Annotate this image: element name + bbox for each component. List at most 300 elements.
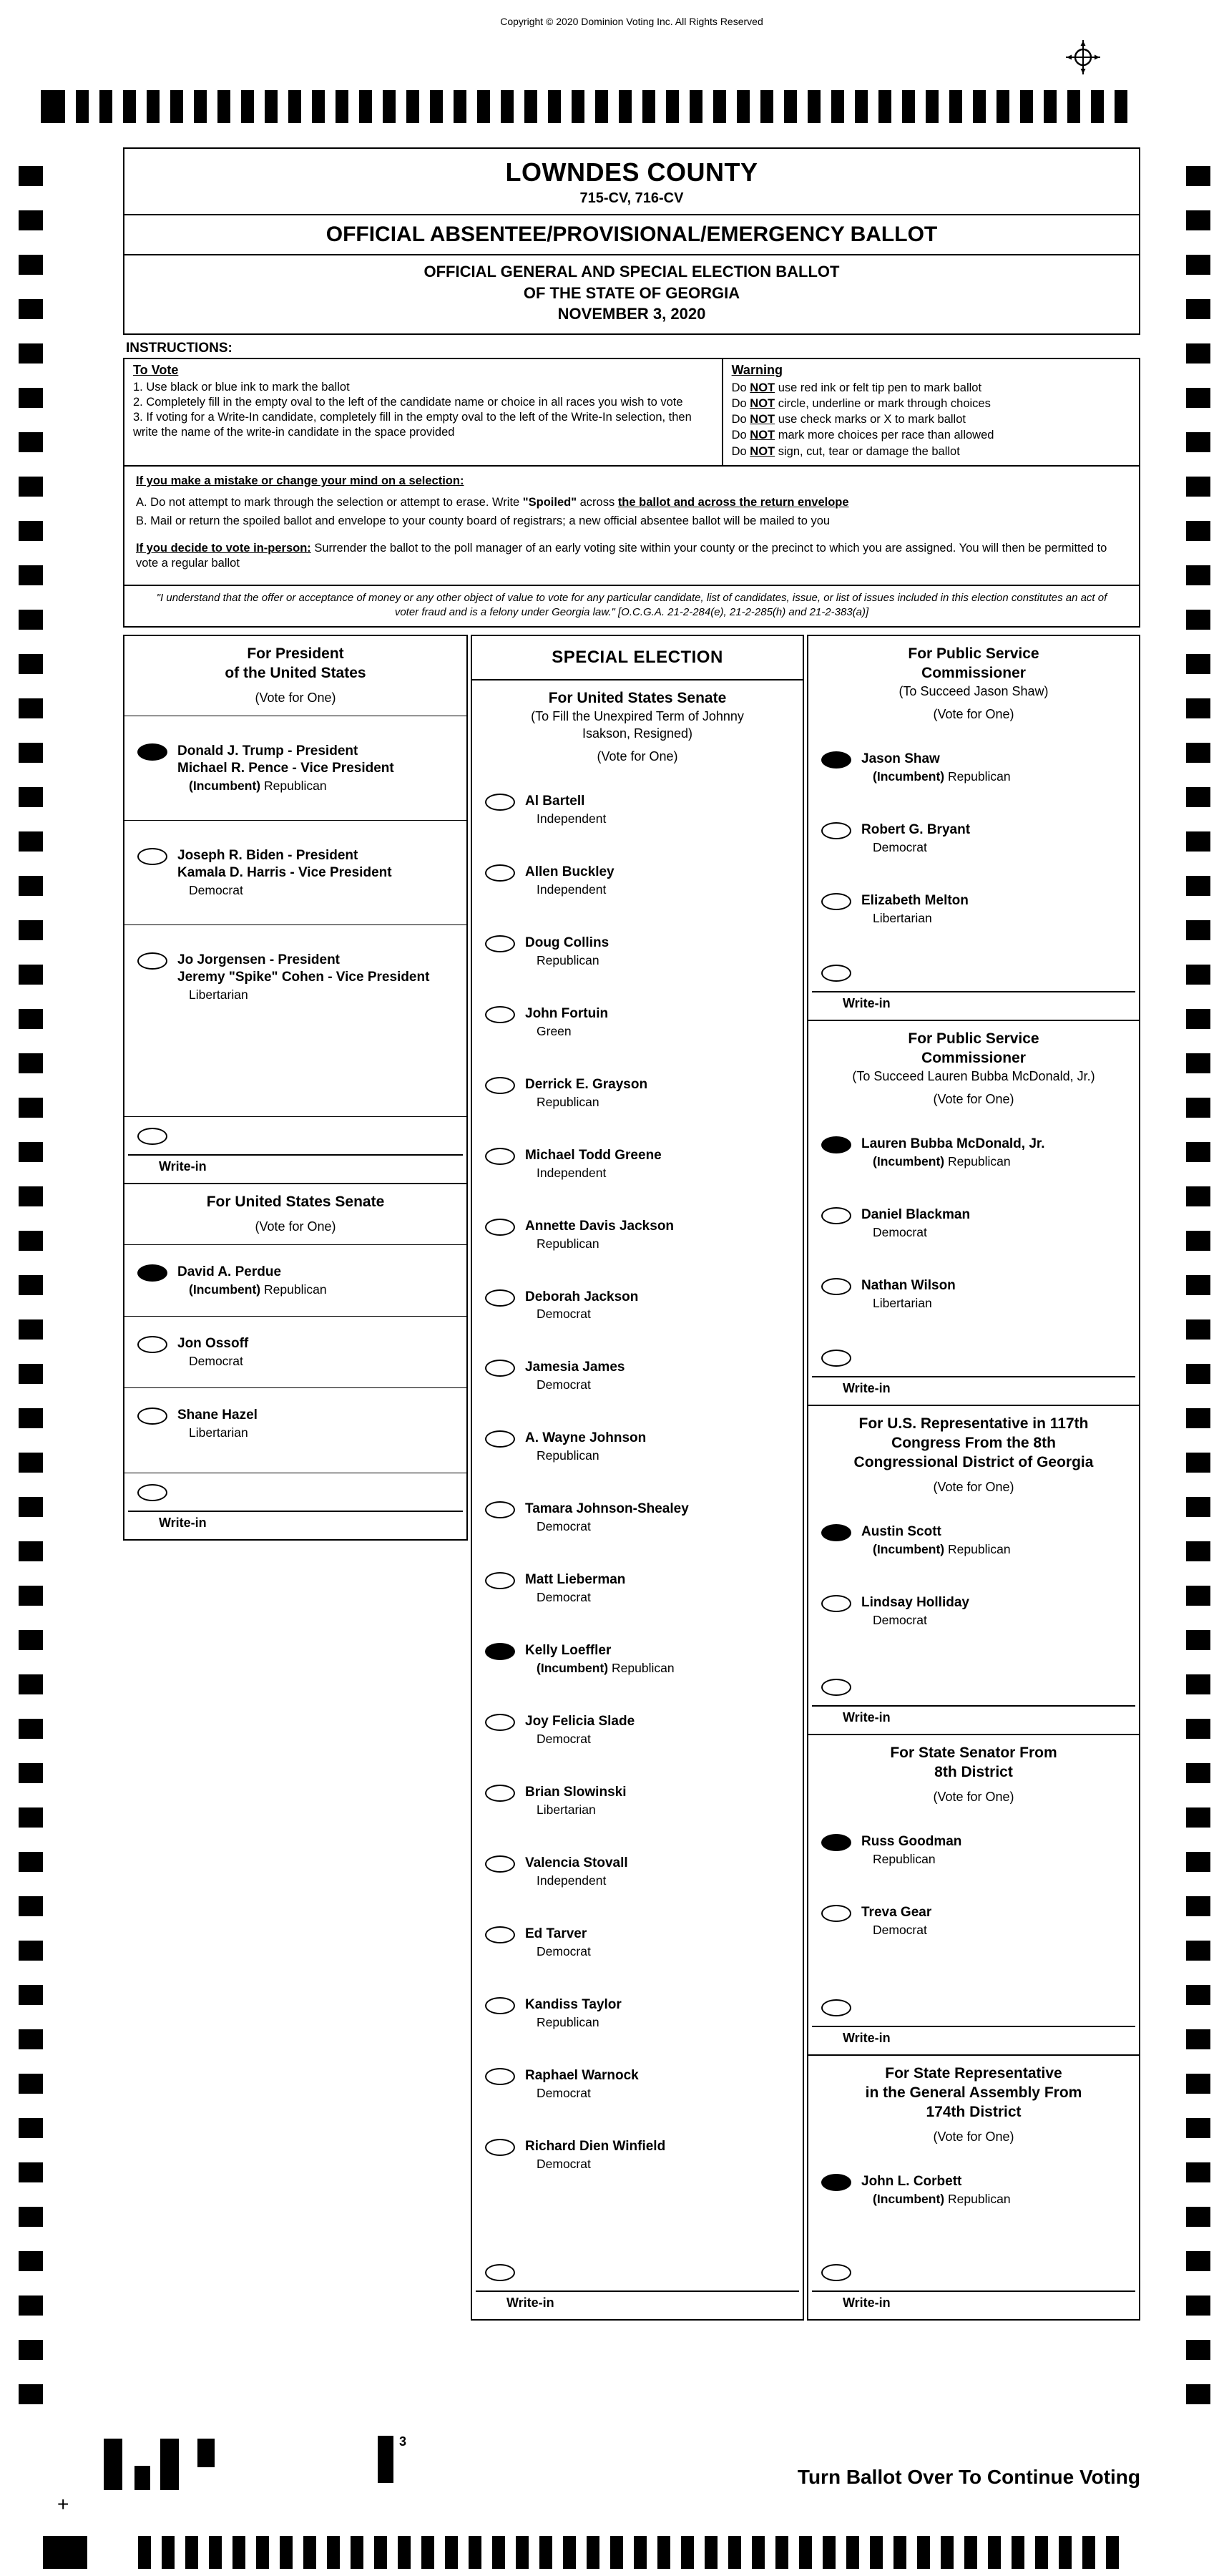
timing-mark xyxy=(421,2536,434,2569)
candidate-row xyxy=(808,1505,1139,1576)
candidate-row xyxy=(472,1836,803,1907)
write-in-section xyxy=(808,1989,1139,2054)
candidate-name: Lauren Bubba McDonald, Jr. xyxy=(861,1136,1045,1152)
candidate-party xyxy=(525,2015,622,2030)
candidate-info xyxy=(861,1136,1045,1169)
timing-mark xyxy=(19,610,43,630)
vote-for-instruction: (Vote for One) xyxy=(933,1092,1014,1107)
candidate-party xyxy=(861,1613,969,1628)
timing-mark xyxy=(19,876,43,896)
timing-mark xyxy=(1186,1985,1210,2005)
timing-mark xyxy=(1186,166,1210,186)
candidate-party xyxy=(525,2086,639,2101)
candidate-name: Matt Lieberman xyxy=(525,1572,626,1588)
candidate-row xyxy=(472,1624,803,1694)
candidate-party xyxy=(525,1236,674,1252)
in-person-heading: If you decide to vote in-person: xyxy=(136,541,311,555)
timing-mark xyxy=(19,698,43,718)
race-president xyxy=(123,635,468,1184)
write-in-section xyxy=(124,1116,466,1183)
incumbent-label: (Incumbent) xyxy=(189,778,264,793)
candidate-oval-filled[interactable] xyxy=(821,1834,851,1851)
candidate-row xyxy=(472,1553,803,1624)
candidate-party xyxy=(525,1448,646,1463)
race-header xyxy=(124,1184,466,1244)
write-in-oval[interactable] xyxy=(821,965,851,982)
in-person-text: Surrender the ballot to the poll manager of an early voting site within your county or the precinct to which you are assigned. You will then be permitted to vote a regular ballot xyxy=(136,541,1107,570)
timing-mark xyxy=(1186,388,1210,408)
candidate-oval[interactable] xyxy=(485,1219,515,1236)
timing-mark xyxy=(1044,90,1057,123)
candidate-oval[interactable] xyxy=(137,1336,167,1353)
party-name: Libertarian xyxy=(873,1296,932,1311)
timing-mark xyxy=(1186,1941,1210,1961)
candidate-row xyxy=(808,732,1139,803)
timing-mark xyxy=(1186,1896,1210,1916)
write-in-oval[interactable] xyxy=(821,1679,851,1696)
timing-mark xyxy=(19,2207,43,2227)
timing-mark xyxy=(19,1541,43,1561)
candidate-oval[interactable] xyxy=(821,1905,851,1922)
timing-mark xyxy=(19,1408,43,1428)
timing-mark xyxy=(1186,1098,1210,1118)
timing-mark xyxy=(587,2536,599,2569)
timing-mark xyxy=(185,2536,198,2569)
candidate-info xyxy=(861,1523,1011,1557)
race-title-line: in the General Assembly From xyxy=(865,2084,1082,2102)
timing-mark xyxy=(147,90,160,123)
write-in-section xyxy=(808,1668,1139,1734)
timing-mark xyxy=(1186,1807,1210,1828)
footer-barcode-mark xyxy=(197,2439,215,2467)
candidate-oval[interactable] xyxy=(485,1926,515,1943)
timing-mark xyxy=(19,2118,43,2138)
timing-mark xyxy=(1186,831,1210,852)
candidate-oval-filled[interactable] xyxy=(137,1264,167,1282)
candidate-info xyxy=(525,1218,674,1252)
timing-mark xyxy=(19,2296,43,2316)
timing-mark xyxy=(19,1053,43,1073)
warning-item xyxy=(732,396,1130,411)
candidate-info xyxy=(525,1076,647,1110)
race-header xyxy=(808,1406,1139,1505)
timing-mark xyxy=(1186,1319,1210,1340)
timing-mark xyxy=(194,90,207,123)
timing-mark xyxy=(1106,2536,1119,2569)
timing-mark xyxy=(303,2536,316,2569)
write-in-oval-row xyxy=(808,954,1139,991)
write-in-oval-row xyxy=(808,1989,1139,2026)
timing-mark xyxy=(265,90,278,123)
party-name: Republican xyxy=(537,1236,599,1251)
candidate-party xyxy=(525,1024,608,1039)
candidate-party xyxy=(525,1873,628,1888)
candidate-oval-filled[interactable] xyxy=(821,1524,851,1541)
write-in-oval[interactable] xyxy=(821,1350,851,1367)
mistake-instruction-a-part: "Spoiled" xyxy=(522,496,577,509)
candidate-row xyxy=(124,924,466,1029)
timing-mark xyxy=(19,2340,43,2360)
timing-mark xyxy=(752,2536,765,2569)
warning-not-word: NOT xyxy=(750,413,775,426)
vote-for-instruction: (Vote for One) xyxy=(255,1219,336,1234)
candidate-name: Brian Slowinski xyxy=(525,1785,627,1800)
timing-mark xyxy=(666,90,679,123)
candidate-name: David A. Perdue xyxy=(177,1264,282,1280)
candidate-row xyxy=(472,2049,803,2119)
candidate-oval[interactable] xyxy=(485,1714,515,1731)
candidate-info xyxy=(861,892,969,926)
candidate-oval[interactable] xyxy=(485,1572,515,1589)
candidate-party xyxy=(525,1732,635,1747)
candidate-party xyxy=(861,769,1011,784)
candidate-oval[interactable] xyxy=(485,1006,515,1023)
corner-plus-mark: + xyxy=(57,2493,69,2515)
race-us-senate xyxy=(123,1183,468,1541)
candidate-oval[interactable] xyxy=(485,2139,515,2156)
special-election-banner: SPECIAL ELECTION xyxy=(472,636,803,680)
candidate-oval[interactable] xyxy=(137,1407,167,1425)
candidate-info xyxy=(525,1642,675,1676)
candidate-party xyxy=(525,811,606,826)
candidate-name: Treva Gear xyxy=(861,1904,932,1920)
timing-mark xyxy=(19,1807,43,1828)
write-in-oval[interactable] xyxy=(821,2264,851,2281)
candidate-oval[interactable] xyxy=(821,1207,851,1224)
vote-for-instruction: (Vote for One) xyxy=(933,2129,1014,2144)
timing-mark xyxy=(19,654,43,674)
candidate-oval[interactable] xyxy=(485,864,515,882)
write-in-label: Write-in xyxy=(843,2296,891,2311)
timing-mark xyxy=(19,432,43,452)
election-title-line: OFFICIAL GENERAL AND SPECIAL ELECTION BALLOT xyxy=(423,263,840,280)
mistake-instructions xyxy=(124,467,1139,585)
party-name: Libertarian xyxy=(873,911,932,926)
ballot-header xyxy=(123,147,1140,335)
race-subtitle-line: (To Fill the Unexpired Term of Johnny xyxy=(531,709,744,724)
write-in-section xyxy=(808,2253,1139,2319)
race-header xyxy=(808,636,1139,732)
timing-mark xyxy=(973,90,986,123)
candidate-party xyxy=(525,1944,591,1959)
timing-mark xyxy=(831,90,844,123)
timing-mark xyxy=(477,90,490,123)
candidate-party xyxy=(525,1661,675,1676)
party-name: Green xyxy=(537,1023,572,1038)
candidate-oval[interactable] xyxy=(137,848,167,865)
candidate-oval[interactable] xyxy=(485,1360,515,1377)
timing-mark xyxy=(1186,2384,1210,2404)
candidate-row xyxy=(808,1885,1139,1956)
party-name: Democrat xyxy=(537,1377,591,1392)
timing-mark xyxy=(808,90,821,123)
candidate-oval-filled[interactable] xyxy=(821,2174,851,2191)
candidate-name: Raphael Warnock xyxy=(525,2067,639,2083)
candidate-oval-filled[interactable] xyxy=(821,751,851,769)
candidate-info xyxy=(861,1904,931,1938)
races-column-1 xyxy=(123,635,468,1541)
timing-mark xyxy=(1186,521,1210,541)
party-name: Republican xyxy=(873,1851,936,1866)
candidate-row xyxy=(472,1058,803,1128)
timing-mark xyxy=(1082,2536,1095,2569)
incumbent-label: (Incumbent) xyxy=(873,769,948,784)
race-state-senator-8th xyxy=(807,1734,1140,2056)
to-vote-cell xyxy=(124,359,723,465)
candidate-oval-filled[interactable] xyxy=(485,1643,515,1660)
warning-item xyxy=(732,411,1130,427)
candidate-oval-filled[interactable] xyxy=(821,1136,851,1153)
warning-text: mark more choices per race than allowed xyxy=(775,429,994,442)
candidate-party xyxy=(525,882,614,897)
candidate-name: Jon Ossoff xyxy=(177,1336,249,1352)
candidate-info xyxy=(525,1926,591,1959)
timing-mark xyxy=(232,2536,245,2569)
candidate-name: Valencia Stovall xyxy=(525,1855,628,1871)
race-title-line: 8th District xyxy=(934,1764,1013,1781)
timing-mark xyxy=(19,1719,43,1739)
mistake-instruction-a-part: the ballot and across the return envelope xyxy=(617,496,849,509)
candidate-oval[interactable] xyxy=(485,794,515,811)
candidate-row xyxy=(472,1340,803,1411)
timing-mark xyxy=(256,2536,269,2569)
race-title-line: of the United States xyxy=(225,665,366,682)
candidate-row xyxy=(472,916,803,987)
timing-mark xyxy=(19,1763,43,1783)
candidate-oval[interactable] xyxy=(485,2068,515,2085)
timing-mark xyxy=(327,2536,340,2569)
candidate-oval[interactable] xyxy=(821,822,851,839)
candidate-row xyxy=(472,1199,803,1270)
candidate-oval[interactable] xyxy=(821,893,851,910)
race-title-line: For U.S. Representative in 117th xyxy=(858,1415,1089,1433)
timing-mark xyxy=(784,90,797,123)
timing-mark xyxy=(19,743,43,763)
candidate-name: Richard Dien Winfield xyxy=(525,2138,666,2154)
party-name: Republican xyxy=(948,1154,1011,1169)
party-name: Republican xyxy=(948,1541,1011,1556)
candidate-info xyxy=(861,1833,961,1867)
candidate-info xyxy=(525,935,609,968)
candidate-row xyxy=(124,820,466,924)
timing-mark xyxy=(1186,477,1210,497)
timing-mark xyxy=(501,90,514,123)
write-in-oval-row xyxy=(124,1473,466,1511)
candidate-info xyxy=(525,1147,662,1181)
timing-mark xyxy=(1059,2536,1072,2569)
candidate-oval[interactable] xyxy=(821,1595,851,1612)
candidate-oval[interactable] xyxy=(485,1997,515,2014)
to-vote-title: To Vote xyxy=(133,363,179,378)
timing-mark xyxy=(19,1941,43,1961)
warning-title: Warning xyxy=(731,363,783,378)
candidate-info xyxy=(177,952,429,1002)
timing-mark xyxy=(19,1319,43,1340)
candidate-info xyxy=(525,1005,608,1039)
timing-mark xyxy=(19,1231,43,1251)
candidate-oval[interactable] xyxy=(485,1077,515,1094)
timing-mark xyxy=(1186,2207,1210,2227)
election-title xyxy=(124,255,1139,333)
timing-mark xyxy=(138,2536,151,2569)
timing-mark xyxy=(19,1630,43,1650)
candidate-info xyxy=(525,1359,625,1392)
candidate-oval[interactable] xyxy=(485,1785,515,1802)
timing-mark xyxy=(902,90,915,123)
candidate-party xyxy=(177,1425,258,1440)
timing-mark xyxy=(19,1852,43,1872)
voter-fraud-notice: "I understand that the offer or acceptance of money or any other object of value to vote for any particular candidate, list of candidates, issue, or list of issues included in this election constitutes an act of voter fraud and is a felony under Georgia law." [O.C.G.A. 21-2-284(e), 21-2-285(h) and 21-2-383(a)] xyxy=(124,585,1139,627)
warning-cell xyxy=(723,359,1139,465)
write-in-label: Write-in xyxy=(506,2296,554,2311)
timing-mark xyxy=(19,1142,43,1162)
write-in-oval[interactable] xyxy=(137,1484,167,1501)
party-name: Republican xyxy=(264,778,327,793)
timing-mark xyxy=(19,2162,43,2182)
race-title-line: For United States Senate xyxy=(206,1194,385,1211)
candidate-oval[interactable] xyxy=(485,1148,515,1165)
party-name: Democrat xyxy=(537,1307,591,1322)
candidate-info xyxy=(861,1277,956,1311)
candidate-party xyxy=(525,1166,662,1181)
candidate-party xyxy=(861,1852,961,1867)
timing-mark xyxy=(19,299,43,319)
timing-mark xyxy=(634,2536,647,2569)
timing-mark xyxy=(917,2536,930,2569)
races-column-2 xyxy=(471,635,804,2321)
candidate-party xyxy=(861,1542,1011,1557)
timing-mark xyxy=(1186,2074,1210,2094)
timing-mark xyxy=(19,1674,43,1694)
timing-mark xyxy=(19,388,43,408)
candidate-name: Al Bartell xyxy=(525,793,585,809)
candidate-oval[interactable] xyxy=(485,1430,515,1448)
timing-mark xyxy=(374,2536,387,2569)
candidate-name: Allen Buckley xyxy=(525,864,614,879)
candidate-oval[interactable] xyxy=(485,935,515,952)
sheet-number-mark: 3 xyxy=(399,2434,407,2449)
candidate-name: Kelly Loeffler xyxy=(525,1643,612,1659)
timing-mark xyxy=(209,2536,222,2569)
candidate-name: Joy Felicia Slade xyxy=(525,1714,635,1729)
candidate-name: Michael R. Pence - Vice President xyxy=(177,760,394,776)
candidate-name: Russ Goodman xyxy=(861,1834,962,1850)
party-name: Republican xyxy=(537,1448,599,1463)
candidate-party xyxy=(177,1282,327,1297)
timing-mark xyxy=(1186,2118,1210,2138)
race-header xyxy=(808,1735,1139,1815)
timing-mark xyxy=(19,343,43,364)
candidate-name: John L. Corbett xyxy=(861,2173,962,2189)
candidate-name: Kamala D. Harris - Vice President xyxy=(177,864,392,880)
candidate-oval[interactable] xyxy=(485,1289,515,1307)
election-date: NOVEMBER 3, 2020 xyxy=(557,305,706,323)
registration-crosshair-icon xyxy=(1066,40,1100,74)
candidate-party xyxy=(861,1296,956,1311)
candidate-info xyxy=(525,1571,625,1605)
timing-mark xyxy=(406,90,419,123)
candidate-row xyxy=(472,1907,803,1978)
timing-mark xyxy=(1186,2029,1210,2049)
candidate-name: Daniel Blackman xyxy=(861,1207,971,1223)
timing-mark xyxy=(19,1098,43,1118)
party-name: Democrat xyxy=(873,1612,927,1627)
write-in-oval[interactable] xyxy=(821,1999,851,2016)
timing-mark xyxy=(1186,743,1210,763)
candidate-party xyxy=(525,1590,625,1605)
candidate-name: Tamara Johnson-Shealey xyxy=(525,1501,689,1517)
write-in-oval[interactable] xyxy=(137,1128,167,1145)
incumbent-label: (Incumbent) xyxy=(873,2191,948,2206)
party-name: Democrat xyxy=(873,1225,927,1240)
timing-mark xyxy=(964,2536,977,2569)
timing-lead-block xyxy=(41,90,65,123)
candidate-name: Doug Collins xyxy=(525,935,609,950)
candidate-oval[interactable] xyxy=(137,952,167,970)
party-name: Republican xyxy=(537,1094,599,1109)
candidate-row xyxy=(472,1482,803,1553)
candidate-oval[interactable] xyxy=(485,1501,515,1518)
ballot-title: OFFICIAL ABSENTEE/PROVISIONAL/EMERGENCY BALLOT xyxy=(325,223,938,246)
candidate-name: Robert G. Bryant xyxy=(861,822,971,838)
candidate-info xyxy=(525,1430,646,1463)
party-name: Independent xyxy=(537,811,607,826)
candidate-row xyxy=(472,845,803,916)
candidate-oval[interactable] xyxy=(821,1278,851,1295)
candidate-name: Annette Davis Jackson xyxy=(525,1218,675,1234)
write-in-section xyxy=(808,954,1139,1020)
write-in-label: Write-in xyxy=(843,1710,891,1725)
party-name: Independent xyxy=(537,882,607,897)
candidate-party xyxy=(177,1354,248,1369)
timing-mark xyxy=(19,521,43,541)
candidate-name: Ed Tarver xyxy=(525,1926,587,1941)
incumbent-label: (Incumbent) xyxy=(873,1154,948,1169)
timing-mark xyxy=(846,2536,859,2569)
timing-mark xyxy=(1186,1630,1210,1650)
timing-mark xyxy=(988,2536,1001,2569)
timing-mark xyxy=(1186,1364,1210,1384)
candidate-row xyxy=(472,1270,803,1341)
party-name: Democrat xyxy=(873,1922,927,1937)
timing-mark xyxy=(926,90,939,123)
timing-mark xyxy=(19,2251,43,2271)
timing-mark xyxy=(1186,2340,1210,2360)
candidate-oval-filled[interactable] xyxy=(137,743,167,761)
copyright-notice: Copyright © 2020 Dominion Voting Inc. All Rights Reserved xyxy=(500,16,763,27)
write-in-oval-row xyxy=(808,2253,1139,2290)
candidate-info xyxy=(177,743,394,794)
timing-mark xyxy=(1067,90,1080,123)
timing-mark xyxy=(430,90,443,123)
timing-mark xyxy=(893,2536,906,2569)
candidate-name: Jo Jorgensen - President xyxy=(177,952,341,967)
candidate-row xyxy=(472,987,803,1058)
instructions-box xyxy=(123,358,1140,628)
race-title-line: Commissioner xyxy=(921,1050,1026,1067)
timing-mark xyxy=(170,90,183,123)
candidate-row xyxy=(472,1765,803,1836)
timing-mark xyxy=(1186,876,1210,896)
timing-mark xyxy=(1186,2251,1210,2271)
candidate-oval[interactable] xyxy=(485,1855,515,1873)
race-psc-mcdonald xyxy=(807,1020,1140,1406)
mistake-instruction-a-part: A. Do not attempt to mark through the selection or attempt to erase. Write xyxy=(136,496,523,509)
candidate-info xyxy=(861,1206,970,1240)
warning-item xyxy=(732,380,1130,396)
write-in-oval[interactable] xyxy=(485,2264,515,2281)
race-title-line: For United States Senate xyxy=(548,690,727,707)
